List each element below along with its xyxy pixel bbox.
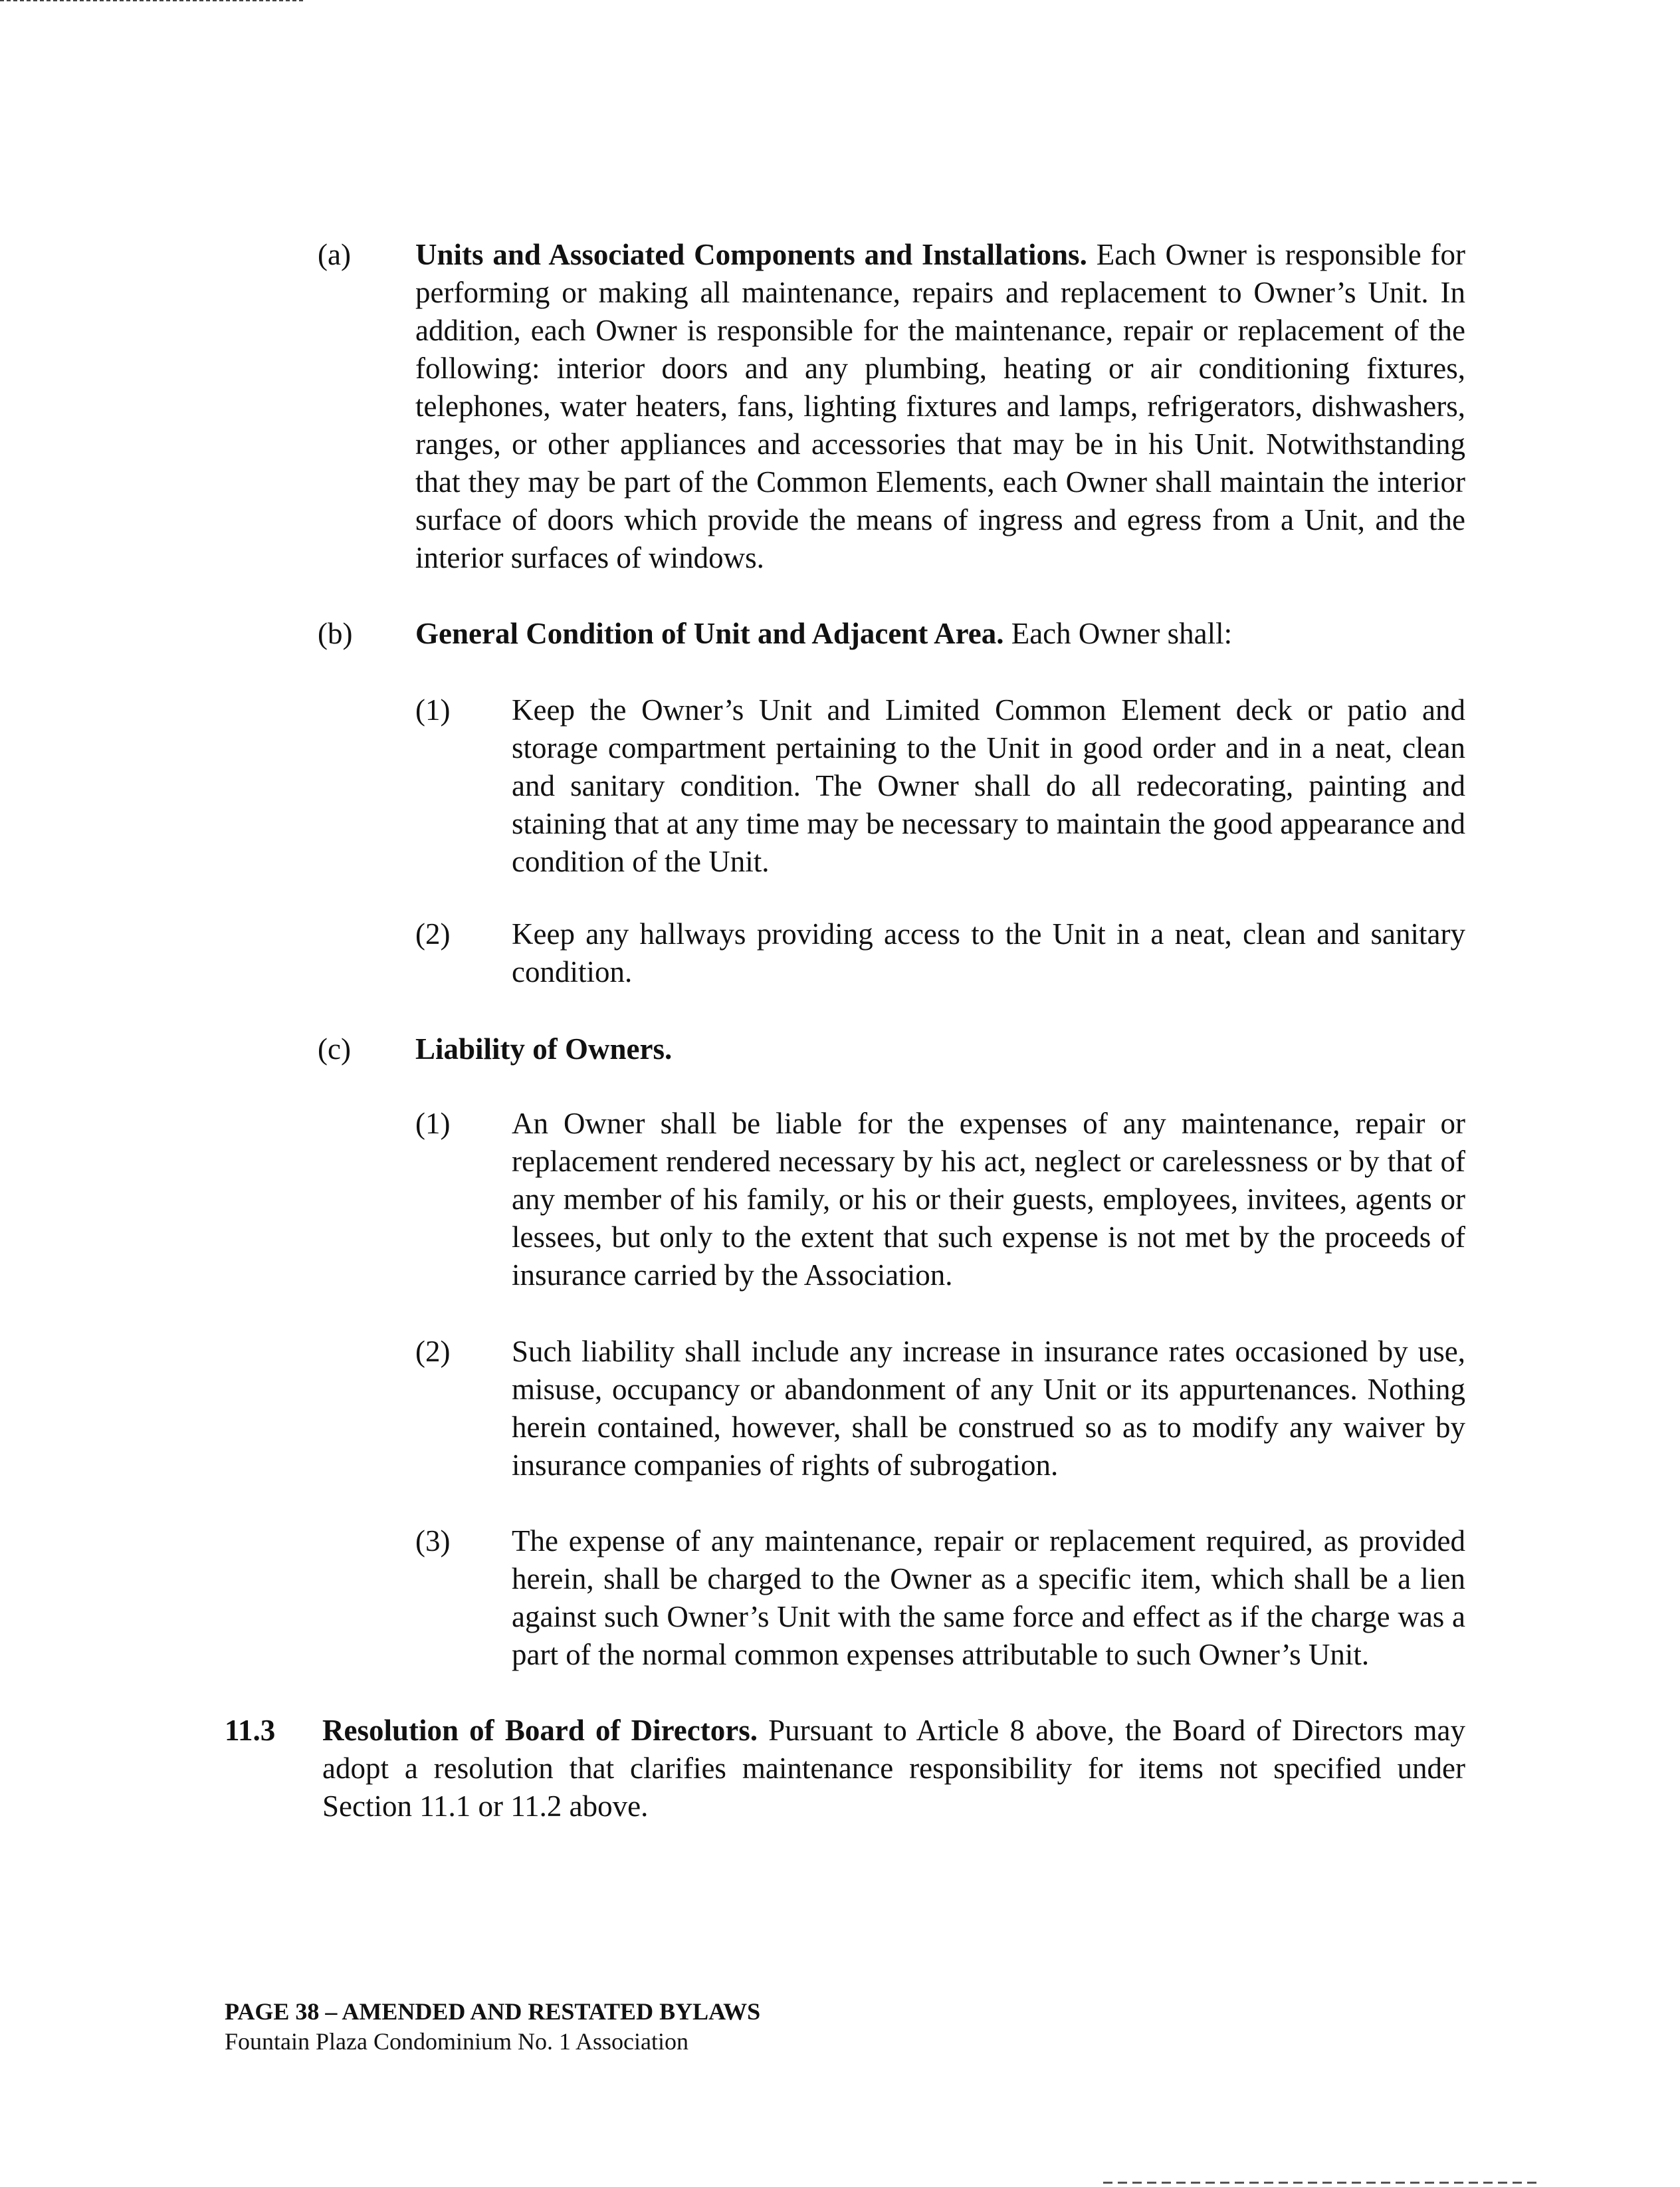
item-c1-text: An Owner shall be liable for the expenses of any maintenance, repair or replacement rendered necessary by his act, neglect or carelessness or by that of any member of his family, or his or their guests, employees, invitees, agents or lessees, but only to the extent that such expense is not met by the proceeds of insurance carried by the Association. (512, 1107, 1465, 1292)
page-footer (225, 1997, 760, 2057)
section-11-3-heading: Resolution of Board of Directors (322, 1714, 750, 1747)
item-b-text: Each Owner shall: (1011, 617, 1233, 650)
section-11-3-paragraph: Resolution of Board of Directors. Pursuant to Article 8 above, the Board of Directors may adopt a resolution that clarifies maintenance responsibility for items not specified under Section 11.1 or 11.2 above. (322, 1714, 1466, 1823)
item-a-paragraph: Units and Associated Components and Installations. Each Owner is responsible for performing or making all maintenance, repairs and replacement to Owner’s Unit. In addition, each Owner is responsible for the maintenance, repair or replacement of the following: interior doors and any plumbing, heating or air conditioning fixtures, telephones, water heaters, fans, lighting fixtures and lamps, refrigerators, dishwashers, ranges, or other appliances and accessories that may be in his Unit. Notwithstanding that they may be part of the Common Elements, each Owner shall maintain the interior surface of doors which provide the means of ingress and egress from a Unit, and the interior surfaces of windows. (415, 238, 1466, 574)
footer-title: PAGE 38 – AMENDED AND RESTATED BYLAWS (225, 1998, 761, 2025)
item-b-label: (b) (318, 617, 353, 650)
item-c2-text: Such liability shall include any increase in insurance rates occasioned by use, misuse, occupancy or abandonment of any Unit or its appurtenances. Nothing herein contained, however, shall be construed so as to modify any waiver by insurance companies of rights of subrogation. (512, 1335, 1465, 1482)
section-11-3-text: Pursuant to Article 8 above, the Board of Directors may adopt a resolution that clarifies maintenance responsibility for items not specified under Section 11.1 or 11.2 above. (322, 1714, 1466, 1823)
item-c-paragraph: Liability of Owners. (415, 1032, 673, 1066)
item-b-heading: General Condition of Unit and Adjacent Area (415, 617, 997, 650)
item-b-paragraph: General Condition of Unit and Adjacent Area. Each Owner shall: (415, 617, 1233, 650)
item-c2-label: (2) (415, 1335, 451, 1368)
scan-artifact-bottom (1103, 2182, 1542, 2184)
item-c-label: (c) (318, 1032, 351, 1066)
section-11-3-number: 11.3 (225, 1714, 276, 1747)
item-a-heading: Units and Associated Components and Installations (415, 238, 1080, 271)
item-a-label: (a) (318, 238, 351, 271)
item-b2-text: Keep any hallways providing access to the Unit in a neat, clean and sanitary condition. (512, 917, 1465, 988)
item-c-heading: Liability of Owners (415, 1032, 665, 1066)
item-a-text: Each Owner is responsible for performing or making all maintenance, repairs and replacement to Owner’s Unit. In addition, each Owner is responsible for the maintenance, repair or replacement of the following: interior doors and any plumbing, heating or air conditioning fixtures, telephones, water heaters, fans, lighting fixtures and lamps, refrigerators, dishwashers, ranges, or other appliances and accessories that may be in his Unit. Notwithstanding that they may be part of the Common Elements, each Owner shall maintain the interior surface of doors which provide the means of ingress and egress from a Unit, and the interior surfaces of windows. (415, 238, 1466, 574)
item-b1-label: (1) (415, 693, 451, 727)
item-c3-text: The expense of any maintenance, repair or replacement required, as provided herein, shall be charged to the Owner as a specific item, which shall be a lien against such Owner’s Unit with the same force and effect as if the charge was a part of the normal common expenses attributable to such Owner’s Unit. (512, 1524, 1465, 1671)
item-b2-label: (2) (415, 917, 451, 951)
item-b1-text: Keep the Owner’s Unit and Limited Common Element deck or patio and storage compartment pertaining to the Unit in good order and in a neat, clean and sanitary condition. The Owner shall do all redecorating, painting and staining that at any time may be necessary to maintain the good appearance and condition of the Unit. (512, 693, 1465, 878)
item-c3-label: (3) (415, 1524, 451, 1557)
item-c1-label: (1) (415, 1107, 451, 1140)
footer-subtitle: Fountain Plaza Condominium No. 1 Association (225, 2028, 688, 2055)
scan-artifact-top (0, 0, 306, 1)
